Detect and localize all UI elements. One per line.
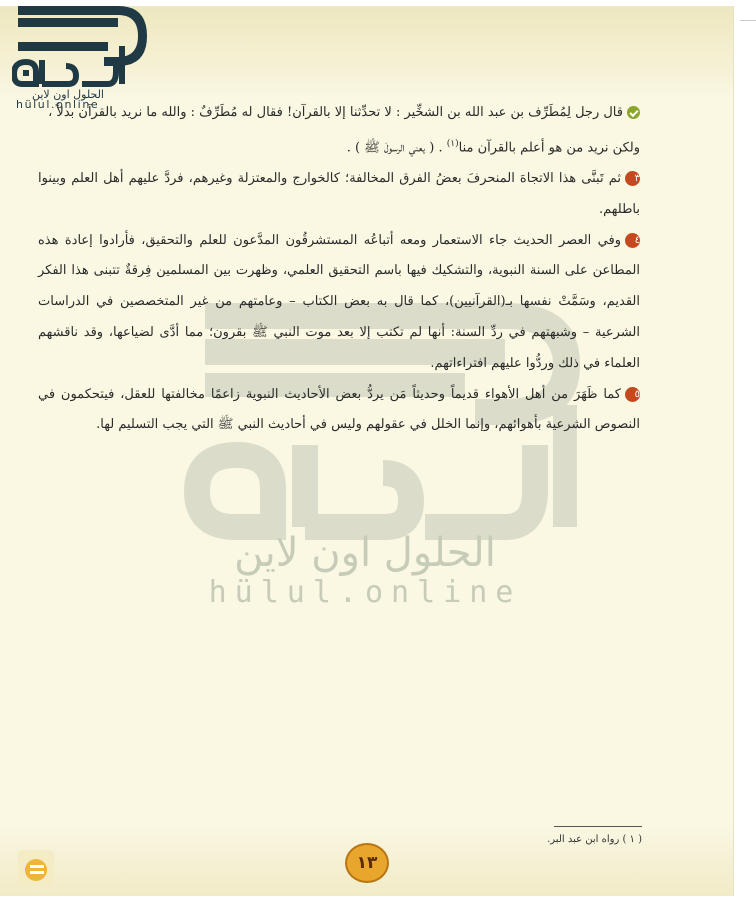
paragraph-3 <box>38 164 640 226</box>
watermark-latin-text: hülul.online <box>208 575 522 610</box>
watermark-arabic-text: الحلول اون لاين <box>234 530 496 576</box>
paragraph-number-badge: ٣ <box>625 171 640 186</box>
footnote-ref[interactable]: (١) <box>446 138 459 149</box>
quote-tail: . ( يعني الرسولَ ﷺ ) . <box>346 140 443 156</box>
check-bullet-icon <box>627 106 640 119</box>
paragraph-5 <box>38 380 640 442</box>
paragraph-number-badge: ٤ <box>625 233 640 248</box>
page-number-badge: ١٣ <box>345 843 389 883</box>
paragraph-3-text: ثم تَبنَّى هذا الاتجاهَ المنحرفَ بعضُ الفرق المخالفة؛ كالخوارج والمعتزلة وغيرهم، فردَّ عليهم أهل العلم وبينوا باطلهم. <box>38 170 640 217</box>
quote-line-1: قال رجل لِمُطَرِّف بن عبد الله بن الشخِّير : لا تحدِّثنا إلا بالقرآن! فقال له مُطَرِّفٌ : والله ما نريد بالقرآن بدلاً ، <box>48 105 623 120</box>
logo-mark-icon <box>12 6 147 90</box>
lesson-body <box>38 98 640 441</box>
page-edge-line <box>740 20 756 21</box>
paragraph-4-text: وفي العصر الحديث جاء الاستعمار ومعه أتباعُه المستشرقُون المدَّعون للعلم والتحقيق، فأرادوا إعادة هذه المطاعن على السنة النبوية، والتشكيك فيها باسم التحقيق العلمي، وظهرت بين المسلمين فِرقةٌ تتبنى هذا الفكر القديم، وسَمَّتْ نفسها بـ(القرآنيين)، كما قال به بعض الكتاب – وعامتهم من غير المتخصصين في الدراسات الشرعية – وشبهتهم في ردِّ السنة: أنها لم تكتب إلا بعد موت النبي ﷺ بقرون؛ مما أدَّى لضياعها، وقد ناقشهم العلماء في ذلك وردُّوا عليهم افتراءاتهم. <box>38 232 640 371</box>
paragraph-number-badge: ٥ <box>625 387 640 402</box>
logo-latin-text: hülul.online <box>16 98 100 111</box>
footnote: ( ١ ) رواه ابن عبد البر. <box>547 834 642 845</box>
quote-line-2: ولكن نريد من هو أعلم بالقرآن منا <box>458 140 640 156</box>
paragraph-quote <box>38 98 640 164</box>
logo-arabic-text: الحلول اون لاين <box>32 88 104 101</box>
page-edge <box>734 6 756 896</box>
paragraph-4 <box>38 226 640 380</box>
site-logo[interactable] <box>12 6 147 110</box>
paragraph-5-text: كما ظَهَرَ من أهل الأهواء قديماً وحديثاً مَن يردُّ بعض الأحاديث النبوية زاعمًا مخالفتها للعقل، فيتحكمون في النصوص الشرعية بأهوائهم، وإنما الخلل في عقولهم وليس في أحاديث النبي ﷺ التي يجب التسليم لها. <box>38 386 640 433</box>
small-brand-icon[interactable] <box>18 850 54 886</box>
footnote-divider <box>554 826 642 827</box>
